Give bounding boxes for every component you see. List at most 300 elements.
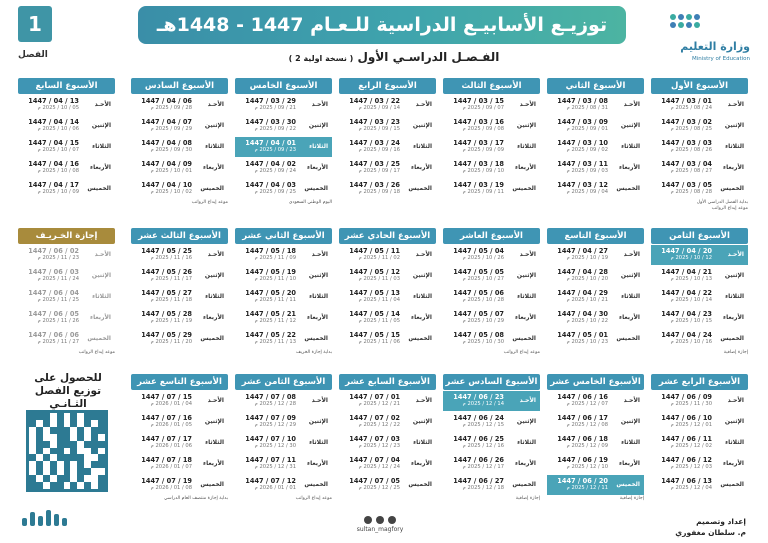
day-name: الأربعاء — [619, 314, 640, 321]
hijri-date: 27 / 05 / 1447 — [141, 289, 192, 297]
gregorian-date: 16 / 12 / 2025 م — [462, 443, 504, 449]
day-name: الأربعاء — [619, 460, 640, 467]
week-note: بداية إجازة منتصف العام الدراسي — [163, 496, 228, 501]
hijri-date: 03 / 07 / 1447 — [349, 435, 400, 443]
gregorian-date: 08 / 12 / 2025 م — [566, 422, 608, 428]
gregorian-date: 08 / 09 / 2025 م — [462, 126, 504, 132]
gregorian-date: 28 / 12 / 2025 م — [254, 401, 296, 407]
week-title: الأسبوع الخامس عشر — [547, 374, 644, 390]
day-row — [339, 329, 436, 349]
gregorian-date: 15 / 10 / 2025 م — [670, 318, 712, 324]
day-name: الأحـد — [623, 397, 640, 404]
day-row — [339, 179, 436, 199]
week-title: الأسبوع الخامس — [235, 78, 332, 94]
semester-label: الفصل — [18, 50, 48, 60]
day-name: الأربعاء — [307, 314, 328, 321]
day-row — [651, 158, 748, 178]
day-row — [443, 116, 540, 136]
day-row — [651, 116, 748, 136]
hijri-date: 01 / 07 / 1447 — [349, 393, 400, 401]
gregorian-date: 02 / 10 / 2025 م — [150, 189, 192, 195]
gregorian-date: 18 / 12 / 2025 م — [462, 485, 504, 491]
hijri-date: 08 / 03 / 1447 — [557, 97, 608, 105]
hijri-date: 21 / 04 / 1447 — [661, 268, 712, 276]
hijri-date: 06 / 04 / 1447 — [141, 97, 192, 105]
week-card — [443, 78, 540, 196]
day-name: الثلاثاء — [621, 439, 640, 446]
day-name: الإثنين — [204, 418, 224, 425]
day-name: الخميس — [408, 481, 432, 488]
subtitle-text: الفـصـل الدراسـي الأول — [357, 50, 500, 64]
hijri-date: 15 / 04 / 1447 — [28, 139, 79, 147]
day-row — [131, 116, 228, 136]
hijri-date: 26 / 06 / 1447 — [453, 456, 504, 464]
day-name: الثلاثاء — [205, 439, 224, 446]
gregorian-date: 27 / 11 / 2025 م — [37, 339, 79, 345]
week-title: الأسبوع السابع عشر — [339, 374, 436, 390]
day-row — [651, 287, 748, 307]
week-card — [547, 78, 644, 196]
hijri-date: 09 / 07 / 1447 — [245, 414, 296, 422]
hijri-date: 29 / 03 / 1447 — [245, 97, 296, 105]
week-title: الأسبوع السابع — [18, 78, 115, 94]
day-row — [651, 308, 748, 328]
gregorian-date: 30 / 12 / 2025 م — [254, 443, 296, 449]
day-row — [651, 245, 748, 265]
day-row — [18, 137, 115, 157]
gregorian-date: 30 / 09 / 2025 م — [150, 147, 192, 153]
day-name: الثلاثاء — [205, 293, 224, 300]
week-card — [547, 374, 644, 501]
day-row — [547, 245, 644, 265]
hijri-date: 17 / 06 / 1447 — [557, 414, 608, 422]
day-name: الثلاثاء — [413, 143, 432, 150]
day-row — [651, 329, 748, 349]
day-name: الأربعاء — [515, 460, 536, 467]
qr-title: للحصول على توزيع الفصل الثـانـي — [34, 372, 102, 410]
hijri-date: 22 / 04 / 1447 — [661, 289, 712, 297]
day-name: الأربعاء — [411, 460, 432, 467]
week-card — [651, 78, 748, 211]
hijri-date: 09 / 03 / 1447 — [557, 118, 608, 126]
gregorian-date: 28 / 09 / 2025 م — [150, 105, 192, 111]
day-row — [651, 179, 748, 199]
day-name: الإثنين — [724, 272, 744, 279]
hijri-date: 29 / 05 / 1447 — [141, 331, 192, 339]
day-name: الأحـد — [727, 251, 744, 258]
credits — [675, 516, 746, 538]
gregorian-date: 05 / 10 / 2025 م — [37, 105, 79, 111]
week-title: الأسبوع الحادي عشر — [339, 228, 436, 244]
day-row — [547, 454, 644, 474]
day-row — [339, 95, 436, 115]
hijri-date: 03 / 03 / 1447 — [661, 139, 712, 147]
day-name: الأربعاء — [203, 164, 224, 171]
hijri-date: 15 / 07 / 1447 — [141, 393, 192, 401]
day-name: الإثنين — [724, 418, 744, 425]
day-name: الخميس — [512, 335, 536, 342]
gregorian-date: 25 / 09 / 2025 م — [254, 189, 296, 195]
day-name: الإثنين — [516, 122, 536, 129]
day-row — [131, 158, 228, 178]
day-row — [443, 287, 540, 307]
hijri-date: 06 / 06 / 1447 — [28, 331, 79, 339]
day-name: الأربعاء — [723, 164, 744, 171]
week-note: موعد إيداع الرواتب — [78, 350, 115, 355]
day-row — [131, 391, 228, 411]
day-row — [339, 287, 436, 307]
hijri-date: 17 / 07 / 1447 — [141, 435, 192, 443]
hijri-date: 30 / 03 / 1447 — [245, 118, 296, 126]
gregorian-date: 23 / 09 / 2025 م — [254, 147, 296, 153]
day-name: الخميس — [304, 335, 328, 342]
day-row — [339, 412, 436, 432]
hijri-date: 19 / 06 / 1447 — [557, 456, 608, 464]
gregorian-date: 23 / 11 / 2025 م — [37, 255, 79, 261]
hijri-date: 08 / 04 / 1447 — [141, 139, 192, 147]
hijri-date: 18 / 06 / 1447 — [557, 435, 608, 443]
day-row — [651, 266, 748, 286]
day-row — [131, 475, 228, 495]
hijri-date: 26 / 03 / 1447 — [349, 181, 400, 189]
day-row — [18, 179, 115, 199]
gregorian-date: 16 / 10 / 2025 م — [670, 339, 712, 345]
hijri-date: 12 / 03 / 1447 — [557, 181, 608, 189]
day-row — [443, 95, 540, 115]
gregorian-date: 03 / 09 / 2025 م — [566, 168, 608, 174]
gregorian-date: 29 / 10 / 2025 م — [462, 318, 504, 324]
hijri-date: 23 / 04 / 1447 — [661, 310, 712, 318]
day-row — [131, 266, 228, 286]
hijri-date: 16 / 03 / 1447 — [453, 118, 504, 126]
day-row — [547, 158, 644, 178]
gregorian-date: 22 / 09 / 2025 م — [254, 126, 296, 132]
gregorian-date: 17 / 12 / 2025 م — [462, 464, 504, 470]
day-row — [235, 308, 332, 328]
hijri-date: 01 / 04 / 1447 — [245, 139, 296, 147]
gregorian-date: 01 / 09 / 2025 م — [566, 126, 608, 132]
hijri-date: 12 / 05 / 1447 — [349, 268, 400, 276]
gregorian-date: 09 / 11 / 2025 م — [254, 255, 296, 261]
day-row — [235, 454, 332, 474]
hijri-date: 13 / 05 / 1447 — [349, 289, 400, 297]
day-name: الأربعاء — [515, 314, 536, 321]
day-name: الإثنين — [620, 418, 640, 425]
gregorian-date: 14 / 12 / 2025 م — [462, 401, 504, 407]
gregorian-date: 19 / 10 / 2025 م — [566, 255, 608, 261]
week-title: الأسبوع الثامن — [651, 228, 748, 244]
gregorian-date: 02 / 09 / 2025 م — [566, 147, 608, 153]
day-name: الأحـد — [519, 397, 536, 404]
day-row — [547, 308, 644, 328]
week-title: الأسبوع التاسع — [547, 228, 644, 244]
gregorian-date: 26 / 11 / 2025 م — [37, 318, 79, 324]
day-name: الخميس — [200, 481, 224, 488]
day-row — [651, 95, 748, 115]
day-row — [235, 329, 332, 349]
day-row — [339, 158, 436, 178]
gregorian-date: 03 / 12 / 2025 م — [670, 464, 712, 470]
day-name: الخميس — [512, 481, 536, 488]
hijri-date: 01 / 03 / 1447 — [661, 97, 712, 105]
day-row — [651, 137, 748, 157]
day-name: الخميس — [616, 185, 640, 192]
day-row — [339, 308, 436, 328]
day-name: الخميس — [720, 335, 744, 342]
hijri-date: 11 / 06 / 1447 — [661, 435, 712, 443]
day-name: الأحـد — [94, 251, 111, 258]
gregorian-date: 31 / 12 / 2025 م — [254, 464, 296, 470]
day-name: الأربعاء — [411, 314, 432, 321]
day-row — [18, 245, 115, 265]
hijri-date: 03 / 06 / 1447 — [28, 268, 79, 276]
day-row — [443, 308, 540, 328]
day-name: الأربعاء — [411, 164, 432, 171]
week-title: الأسبوع الثامن عشر — [235, 374, 332, 390]
week-card — [443, 228, 540, 355]
gregorian-date: 10 / 11 / 2025 م — [254, 276, 296, 282]
gregorian-date: 25 / 12 / 2025 م — [358, 485, 400, 491]
week-note: موعد إيداع الرواتب — [295, 496, 332, 501]
day-row — [131, 245, 228, 265]
day-row — [18, 266, 115, 286]
version-label: ( نسخة اولية 2 ) — [288, 54, 354, 63]
gregorian-date: 16 / 11 / 2025 م — [150, 255, 192, 261]
gregorian-date: 11 / 12 / 2025 م — [566, 485, 608, 491]
day-row — [18, 308, 115, 328]
gregorian-date: 08 / 01 / 2026 م — [150, 485, 192, 491]
week-title: الأسبوع الثالث — [443, 78, 540, 94]
day-name: الإثنين — [308, 122, 328, 129]
hijri-date: 18 / 05 / 1447 — [245, 247, 296, 255]
gregorian-date: 08 / 10 / 2025 م — [37, 168, 79, 174]
week-note-secondary: موعد إيداع الرواتب — [711, 206, 748, 211]
gregorian-date: 16 / 09 / 2025 م — [358, 147, 400, 153]
week-card — [131, 228, 228, 346]
hijri-date: 28 / 04 / 1447 — [557, 268, 608, 276]
day-name: الإثنين — [724, 122, 744, 129]
hijri-date: 21 / 05 / 1447 — [245, 310, 296, 318]
snapchat-icon — [388, 516, 396, 524]
hijri-date: 24 / 06 / 1447 — [453, 414, 504, 422]
day-name: الإثنين — [91, 272, 111, 279]
qr-code-icon[interactable] — [26, 410, 108, 492]
week-card — [443, 374, 540, 501]
week-card — [235, 374, 332, 501]
hijri-date: 03 / 04 / 1447 — [245, 181, 296, 189]
day-row — [235, 412, 332, 432]
hijri-date: 04 / 06 / 1447 — [28, 289, 79, 297]
gregorian-date: 04 / 11 / 2025 م — [358, 297, 400, 303]
gregorian-date: 13 / 10 / 2025 م — [670, 276, 712, 282]
day-name: الأربعاء — [723, 314, 744, 321]
hijri-date: 08 / 07 / 1447 — [245, 393, 296, 401]
day-name: الثلاثاء — [205, 143, 224, 150]
week-title: الأسبوع الثالث عشر — [131, 228, 228, 244]
day-row — [339, 266, 436, 286]
hijri-date: 02 / 06 / 1447 — [28, 247, 79, 255]
gregorian-date: 22 / 10 / 2025 م — [566, 318, 608, 324]
hijri-date: 26 / 05 / 1447 — [141, 268, 192, 276]
day-row — [443, 266, 540, 286]
hijri-date: 29 / 04 / 1447 — [557, 289, 608, 297]
week-note: موعد إيداع الرواتب — [191, 200, 228, 205]
gregorian-date: 03 / 11 / 2025 م — [358, 276, 400, 282]
hijri-date: 28 / 05 / 1447 — [141, 310, 192, 318]
hijri-date: 18 / 07 / 1447 — [141, 456, 192, 464]
day-row — [443, 158, 540, 178]
semester-subtitle — [244, 50, 544, 64]
day-row — [547, 179, 644, 199]
day-row — [18, 116, 115, 136]
day-name: الثلاثاء — [517, 143, 536, 150]
day-name: الإثنين — [204, 272, 224, 279]
day-row — [443, 137, 540, 157]
hijri-date: 10 / 03 / 1447 — [557, 139, 608, 147]
day-name: الخميس — [87, 185, 111, 192]
week-title: الأسبوع الرابع — [339, 78, 436, 94]
day-row — [547, 412, 644, 432]
gregorian-date: 23 / 12 / 2025 م — [358, 443, 400, 449]
gregorian-date: 30 / 10 / 2025 م — [462, 339, 504, 345]
gregorian-date: 04 / 01 / 2026 م — [150, 401, 192, 407]
hijri-date: 05 / 06 / 1447 — [28, 310, 79, 318]
gregorian-date: 18 / 11 / 2025 م — [150, 297, 192, 303]
week-card — [235, 78, 332, 205]
gregorian-date: 12 / 10 / 2025 م — [670, 255, 712, 261]
week-title: الأسبوع التاسع عشر — [131, 374, 228, 390]
day-row — [131, 433, 228, 453]
hijri-date: 06 / 05 / 1447 — [453, 289, 504, 297]
week-card — [651, 374, 748, 492]
hijri-date: 04 / 05 / 1447 — [453, 247, 504, 255]
hijri-date: 22 / 03 / 1447 — [349, 97, 400, 105]
gregorian-date: 07 / 12 / 2025 م — [566, 401, 608, 407]
logo-dots-icon — [670, 14, 700, 28]
day-name: الخميس — [200, 335, 224, 342]
day-name: الثلاثاء — [517, 293, 536, 300]
hijri-date: 17 / 04 / 1447 — [28, 181, 79, 189]
day-row — [339, 475, 436, 495]
day-row — [547, 116, 644, 136]
week-card — [18, 78, 115, 196]
day-row — [443, 454, 540, 474]
day-name: الأحـد — [311, 397, 328, 404]
hijri-date: 11 / 07 / 1447 — [245, 456, 296, 464]
hijri-date: 19 / 07 / 1447 — [141, 477, 192, 485]
hijri-date: 20 / 06 / 1447 — [557, 477, 608, 485]
gregorian-date: 05 / 11 / 2025 م — [358, 318, 400, 324]
day-name: الثلاثاء — [309, 293, 328, 300]
gregorian-date: 14 / 09 / 2025 م — [358, 105, 400, 111]
gregorian-date: 01 / 01 / 2026 م — [254, 485, 296, 491]
gregorian-date: 07 / 09 / 2025 م — [462, 105, 504, 111]
day-row — [443, 329, 540, 349]
gregorian-date: 29 / 09 / 2025 م — [150, 126, 192, 132]
day-name: الثلاثاء — [413, 439, 432, 446]
gregorian-date: 30 / 11 / 2025 م — [670, 401, 712, 407]
gregorian-date: 26 / 08 / 2025 م — [670, 147, 712, 153]
day-name: الثلاثاء — [309, 143, 328, 150]
gregorian-date: 09 / 09 / 2025 م — [462, 147, 504, 153]
gregorian-date: 27 / 10 / 2025 م — [462, 276, 504, 282]
day-name: الثلاثاء — [517, 439, 536, 446]
day-name: الإثنين — [308, 418, 328, 425]
week-note: بداية إجازة الخريف — [296, 350, 332, 355]
week-card — [235, 228, 332, 355]
hijri-date: 25 / 03 / 1447 — [349, 160, 400, 168]
day-row — [339, 245, 436, 265]
day-name: الثلاثاء — [725, 293, 744, 300]
gregorian-date: 13 / 11 / 2025 م — [254, 339, 296, 345]
hijri-date: 27 / 06 / 1447 — [453, 477, 504, 485]
gregorian-date: 19 / 11 / 2025 م — [150, 318, 192, 324]
day-row — [443, 179, 540, 199]
day-row — [235, 95, 332, 115]
gregorian-date: 02 / 11 / 2025 م — [358, 255, 400, 261]
week-card — [339, 228, 436, 346]
day-row — [651, 475, 748, 495]
gregorian-date: 22 / 12 / 2025 م — [358, 422, 400, 428]
day-row — [547, 137, 644, 157]
day-row — [651, 454, 748, 474]
hijri-date: 25 / 05 / 1447 — [141, 247, 192, 255]
hijri-date: 24 / 03 / 1447 — [349, 139, 400, 147]
day-name: الأحـد — [207, 101, 224, 108]
hijri-date: 12 / 06 / 1447 — [661, 456, 712, 464]
hijri-date: 05 / 05 / 1447 — [453, 268, 504, 276]
day-row — [131, 454, 228, 474]
hijri-date: 23 / 03 / 1447 — [349, 118, 400, 126]
hijri-date: 05 / 03 / 1447 — [661, 181, 712, 189]
logo-arabic-text: وزارة التعليم — [680, 40, 750, 53]
hijri-date: 23 / 06 / 1447 — [453, 393, 504, 401]
gregorian-date: 15 / 09 / 2025 م — [358, 126, 400, 132]
day-row — [547, 287, 644, 307]
day-row — [18, 287, 115, 307]
hijri-date: 02 / 03 / 1447 — [661, 118, 712, 126]
gregorian-date: 31 / 08 / 2025 م — [566, 105, 608, 111]
day-name: الأحـد — [415, 251, 432, 258]
gregorian-date: 15 / 12 / 2025 م — [462, 422, 504, 428]
gregorian-date: 28 / 10 / 2025 م — [462, 297, 504, 303]
gregorian-date: 27 / 08 / 2025 م — [670, 168, 712, 174]
hijri-date: 18 / 03 / 1447 — [453, 160, 504, 168]
week-title: الأسبوع الثاني — [547, 78, 644, 94]
week-title: الأسبوع العاشر — [443, 228, 540, 244]
gregorian-date: 02 / 12 / 2025 م — [670, 443, 712, 449]
day-name: الخميس — [720, 481, 744, 488]
week-title: الأسبوع الرابع عشر — [651, 374, 748, 390]
day-row — [443, 433, 540, 453]
day-name: الإثنين — [204, 122, 224, 129]
day-row — [547, 391, 644, 411]
week-title: الأسبوع السادس عشر — [443, 374, 540, 390]
social-handle[interactable] — [330, 516, 430, 533]
gregorian-date: 17 / 09 / 2025 م — [358, 168, 400, 174]
gregorian-date: 14 / 10 / 2025 م — [670, 297, 712, 303]
day-row — [235, 158, 332, 178]
gregorian-date: 12 / 11 / 2025 م — [254, 318, 296, 324]
gregorian-date: 29 / 12 / 2025 م — [254, 422, 296, 428]
week-card — [131, 78, 228, 205]
hijri-date: 22 / 05 / 1447 — [245, 331, 296, 339]
day-name: الأحـد — [519, 101, 536, 108]
day-row — [235, 137, 332, 157]
day-row — [131, 95, 228, 115]
day-row — [131, 287, 228, 307]
gregorian-date: 23 / 10 / 2025 م — [566, 339, 608, 345]
